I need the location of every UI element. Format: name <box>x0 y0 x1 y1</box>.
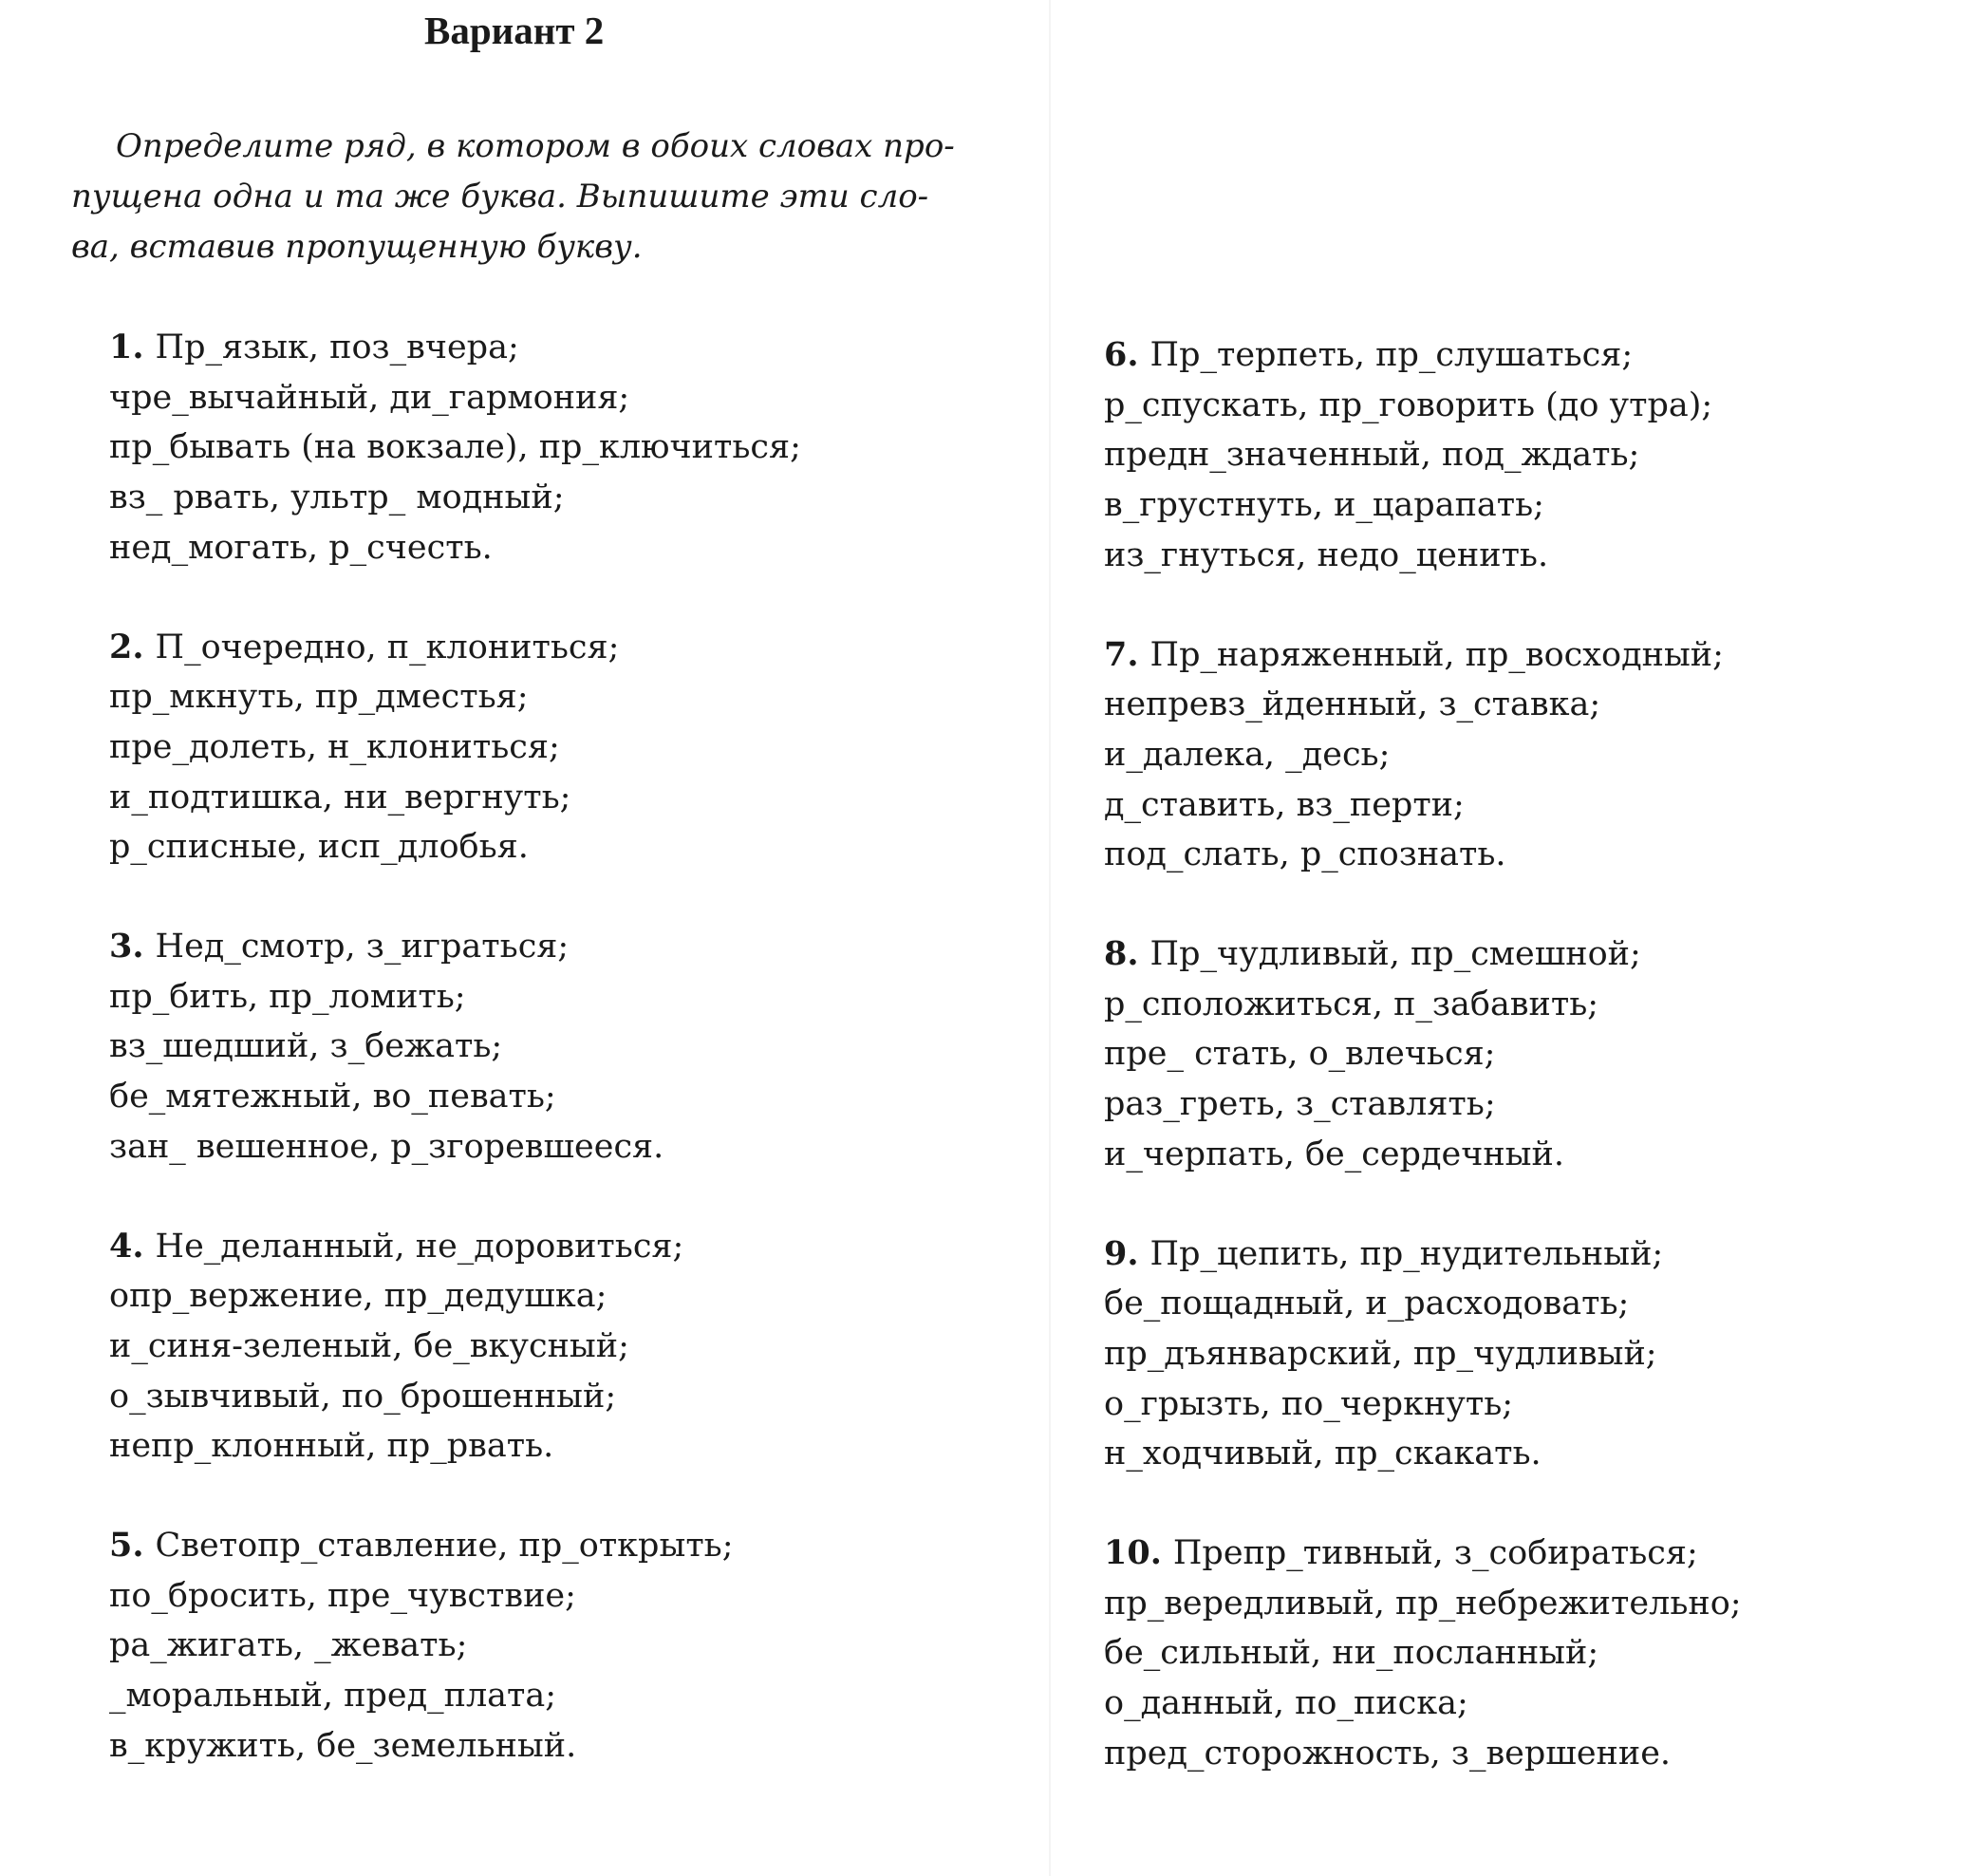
task-text: р_спускать, пр_говорить (до утра); <box>1104 385 1713 424</box>
task-text: Не_деланный, не_доровиться; <box>155 1227 684 1266</box>
task-line <box>1104 531 1981 581</box>
task-line <box>109 523 1049 573</box>
task-text: и_подтишка, ни_вергнуть; <box>109 778 571 816</box>
task-text: пр_бывать (на вокзале), пр_ключиться; <box>109 428 801 467</box>
task-text: в_кружить, бе_земельный. <box>109 1726 577 1765</box>
task-text: Светопр_ставление, пр_открыть; <box>155 1527 734 1566</box>
task-line <box>109 773 1049 823</box>
task-line <box>1104 730 1981 780</box>
task-line <box>109 972 1049 1022</box>
task-text: П_очередно, п_клониться; <box>155 628 620 666</box>
task-item <box>109 1521 1049 1772</box>
task-line <box>1104 1329 1981 1379</box>
task-line <box>1104 1628 1981 1679</box>
task-text: Пр_цепить, пр_нудительный; <box>1149 1234 1664 1273</box>
task-text: Пр_язык, поз_вчера; <box>155 328 519 366</box>
instruction-line: пущена одна и та же буква. Выпишите эти сло- <box>71 178 929 216</box>
task-text: пре_долеть, н_клониться; <box>109 727 560 766</box>
task-item <box>1104 1229 1981 1480</box>
task-line <box>1104 1229 1981 1280</box>
task-number: 8. <box>1104 934 1139 974</box>
task-text: по_бросить, пре_чувствие; <box>109 1576 576 1615</box>
task-line <box>1104 980 1981 1030</box>
task-text: и_далека, _десь; <box>1104 735 1391 774</box>
task-line <box>109 473 1049 523</box>
task-text: пр_бить, пр_ломить; <box>109 977 466 1016</box>
task-item <box>1104 630 1981 881</box>
task-text: о_зывчивый, по_брошенный; <box>109 1377 617 1416</box>
task-line <box>109 1721 1049 1772</box>
task-number: 2. <box>109 627 144 666</box>
task-line <box>109 323 1049 373</box>
task-line <box>109 1521 1049 1571</box>
task-number: 1. <box>109 328 144 366</box>
task-text: пр_вередливый, пр_небрежительно; <box>1104 1584 1742 1623</box>
task-text: непревз_йденный, з_ставка; <box>1104 685 1601 724</box>
task-line <box>109 1421 1049 1472</box>
task-text: вз_шедший, з_бежать; <box>109 1027 503 1066</box>
task-line <box>109 1571 1049 1622</box>
task-text: д_ставить, вз_перти; <box>1104 785 1465 824</box>
task-text: Нед_смотр, з_играться; <box>155 928 570 966</box>
task-text: пре_ стать, о_влечься; <box>1104 1035 1496 1074</box>
task-text: и_синя-зеленый, бе_вкусный; <box>109 1326 629 1365</box>
task-line <box>1104 381 1981 431</box>
task-line <box>109 672 1049 722</box>
task-text: Пр_наряженный, пр_восходный; <box>1149 635 1724 674</box>
task-line <box>1104 1729 1981 1779</box>
task-number: 9. <box>1104 1233 1139 1273</box>
task-line <box>1104 1079 1981 1130</box>
task-line <box>109 1372 1049 1422</box>
task-line <box>109 1271 1049 1322</box>
left-column <box>109 323 1049 1821</box>
task-line <box>109 1122 1049 1172</box>
task-line <box>1104 929 1981 980</box>
task-line <box>1104 1130 1981 1180</box>
task-item <box>1104 929 1981 1180</box>
task-text: из_гнуться, недо_ценить. <box>1104 535 1549 574</box>
task-text: раз_греть, з_ставлять; <box>1104 1085 1496 1124</box>
task-text: нед_могать, р_счесть. <box>109 528 493 567</box>
task-item <box>109 323 1049 573</box>
task-text: бе_сильный, ни_посланный; <box>1104 1634 1599 1673</box>
instruction-line: Определите ряд, в котором в обоих словах про- <box>116 127 955 165</box>
task-line <box>109 922 1049 972</box>
task-text: о_грызть, по_черкнуть; <box>1104 1384 1514 1423</box>
task-line <box>109 1621 1049 1671</box>
task-item <box>1104 330 1981 581</box>
task-text: непр_клонный, пр_рвать. <box>109 1427 554 1466</box>
task-line <box>109 822 1049 872</box>
task-text: бе_мятежный, во_певать; <box>109 1078 556 1116</box>
task-line <box>1104 630 1981 681</box>
task-line <box>1104 1029 1981 1079</box>
page-fold-shadow <box>1049 0 1051 1876</box>
task-number: 6. <box>1104 335 1139 374</box>
task-text: чре_вычайный, ди_гармония; <box>109 378 630 417</box>
task-text: н_ходчивый, пр_скакать. <box>1104 1435 1542 1473</box>
task-line <box>1104 480 1981 531</box>
task-text: _моральный, пред_плата; <box>109 1677 557 1716</box>
task-line <box>1104 1279 1981 1329</box>
task-number: 5. <box>109 1526 144 1566</box>
task-line <box>1104 1679 1981 1729</box>
task-text: пр_дъянварский, пр_чудливый; <box>1104 1334 1657 1373</box>
task-text: о_данный, по_писка; <box>1104 1684 1468 1723</box>
task-text: под_слать, р_спознать. <box>1104 835 1506 874</box>
task-text: зан_ вешенное, р_згоревшееся. <box>109 1127 664 1166</box>
task-line <box>1104 830 1981 880</box>
task-line <box>1104 430 1981 480</box>
task-number: 7. <box>1104 634 1139 674</box>
task-text: и_черпать, бе_сердечный. <box>1104 1135 1564 1173</box>
page-title: Вариант 2 <box>424 9 605 52</box>
instruction-line: ва, вставив пропущенную букву. <box>71 228 643 266</box>
task-line <box>1104 1429 1981 1479</box>
task-line <box>1104 780 1981 831</box>
task-number: 10. <box>1104 1533 1162 1573</box>
task-instruction <box>71 122 1039 272</box>
task-line <box>1104 1379 1981 1430</box>
task-line <box>109 1322 1049 1372</box>
task-number: 3. <box>109 927 144 966</box>
task-item <box>109 1222 1049 1473</box>
task-line <box>109 422 1049 473</box>
task-text: пр_мкнуть, пр_дместья; <box>109 678 529 717</box>
task-text: опр_вержение, пр_дедушка; <box>109 1277 607 1316</box>
task-line <box>1104 1529 1981 1579</box>
task-text: предн_значенный, под_ждать; <box>1104 436 1640 475</box>
task-text: р_списные, исп_длобья. <box>109 828 529 867</box>
task-text: Препр_тивный, з_собираться; <box>1172 1534 1698 1573</box>
task-text: Пр_чудливый, пр_смешной; <box>1149 935 1641 974</box>
task-line <box>109 1222 1049 1272</box>
task-line <box>109 1671 1049 1721</box>
task-text: пред_сторожность, з_вершение. <box>1104 1734 1672 1773</box>
task-text: бе_пощадный, и_расходовать; <box>1104 1285 1630 1323</box>
task-line <box>109 373 1049 423</box>
task-text: ра_жигать, _жевать; <box>109 1626 468 1665</box>
task-line <box>109 1022 1049 1072</box>
task-text: в_грустнуть, и_царапать; <box>1104 486 1544 525</box>
task-line <box>1104 680 1981 730</box>
task-line <box>109 1072 1049 1122</box>
task-item <box>1104 1529 1981 1779</box>
task-line <box>1104 1579 1981 1629</box>
task-text: Пр_терпеть, пр_слушаться; <box>1149 336 1634 374</box>
task-number: 4. <box>109 1226 144 1266</box>
right-column <box>1104 330 1981 1829</box>
task-line <box>109 722 1049 773</box>
task-item <box>109 922 1049 1172</box>
task-line <box>109 623 1049 673</box>
task-line <box>1104 330 1981 381</box>
task-text: р_сположиться, п_забавить; <box>1104 985 1599 1023</box>
task-text: вз_ рвать, ультр_ модный; <box>109 478 565 517</box>
task-item <box>109 623 1049 873</box>
